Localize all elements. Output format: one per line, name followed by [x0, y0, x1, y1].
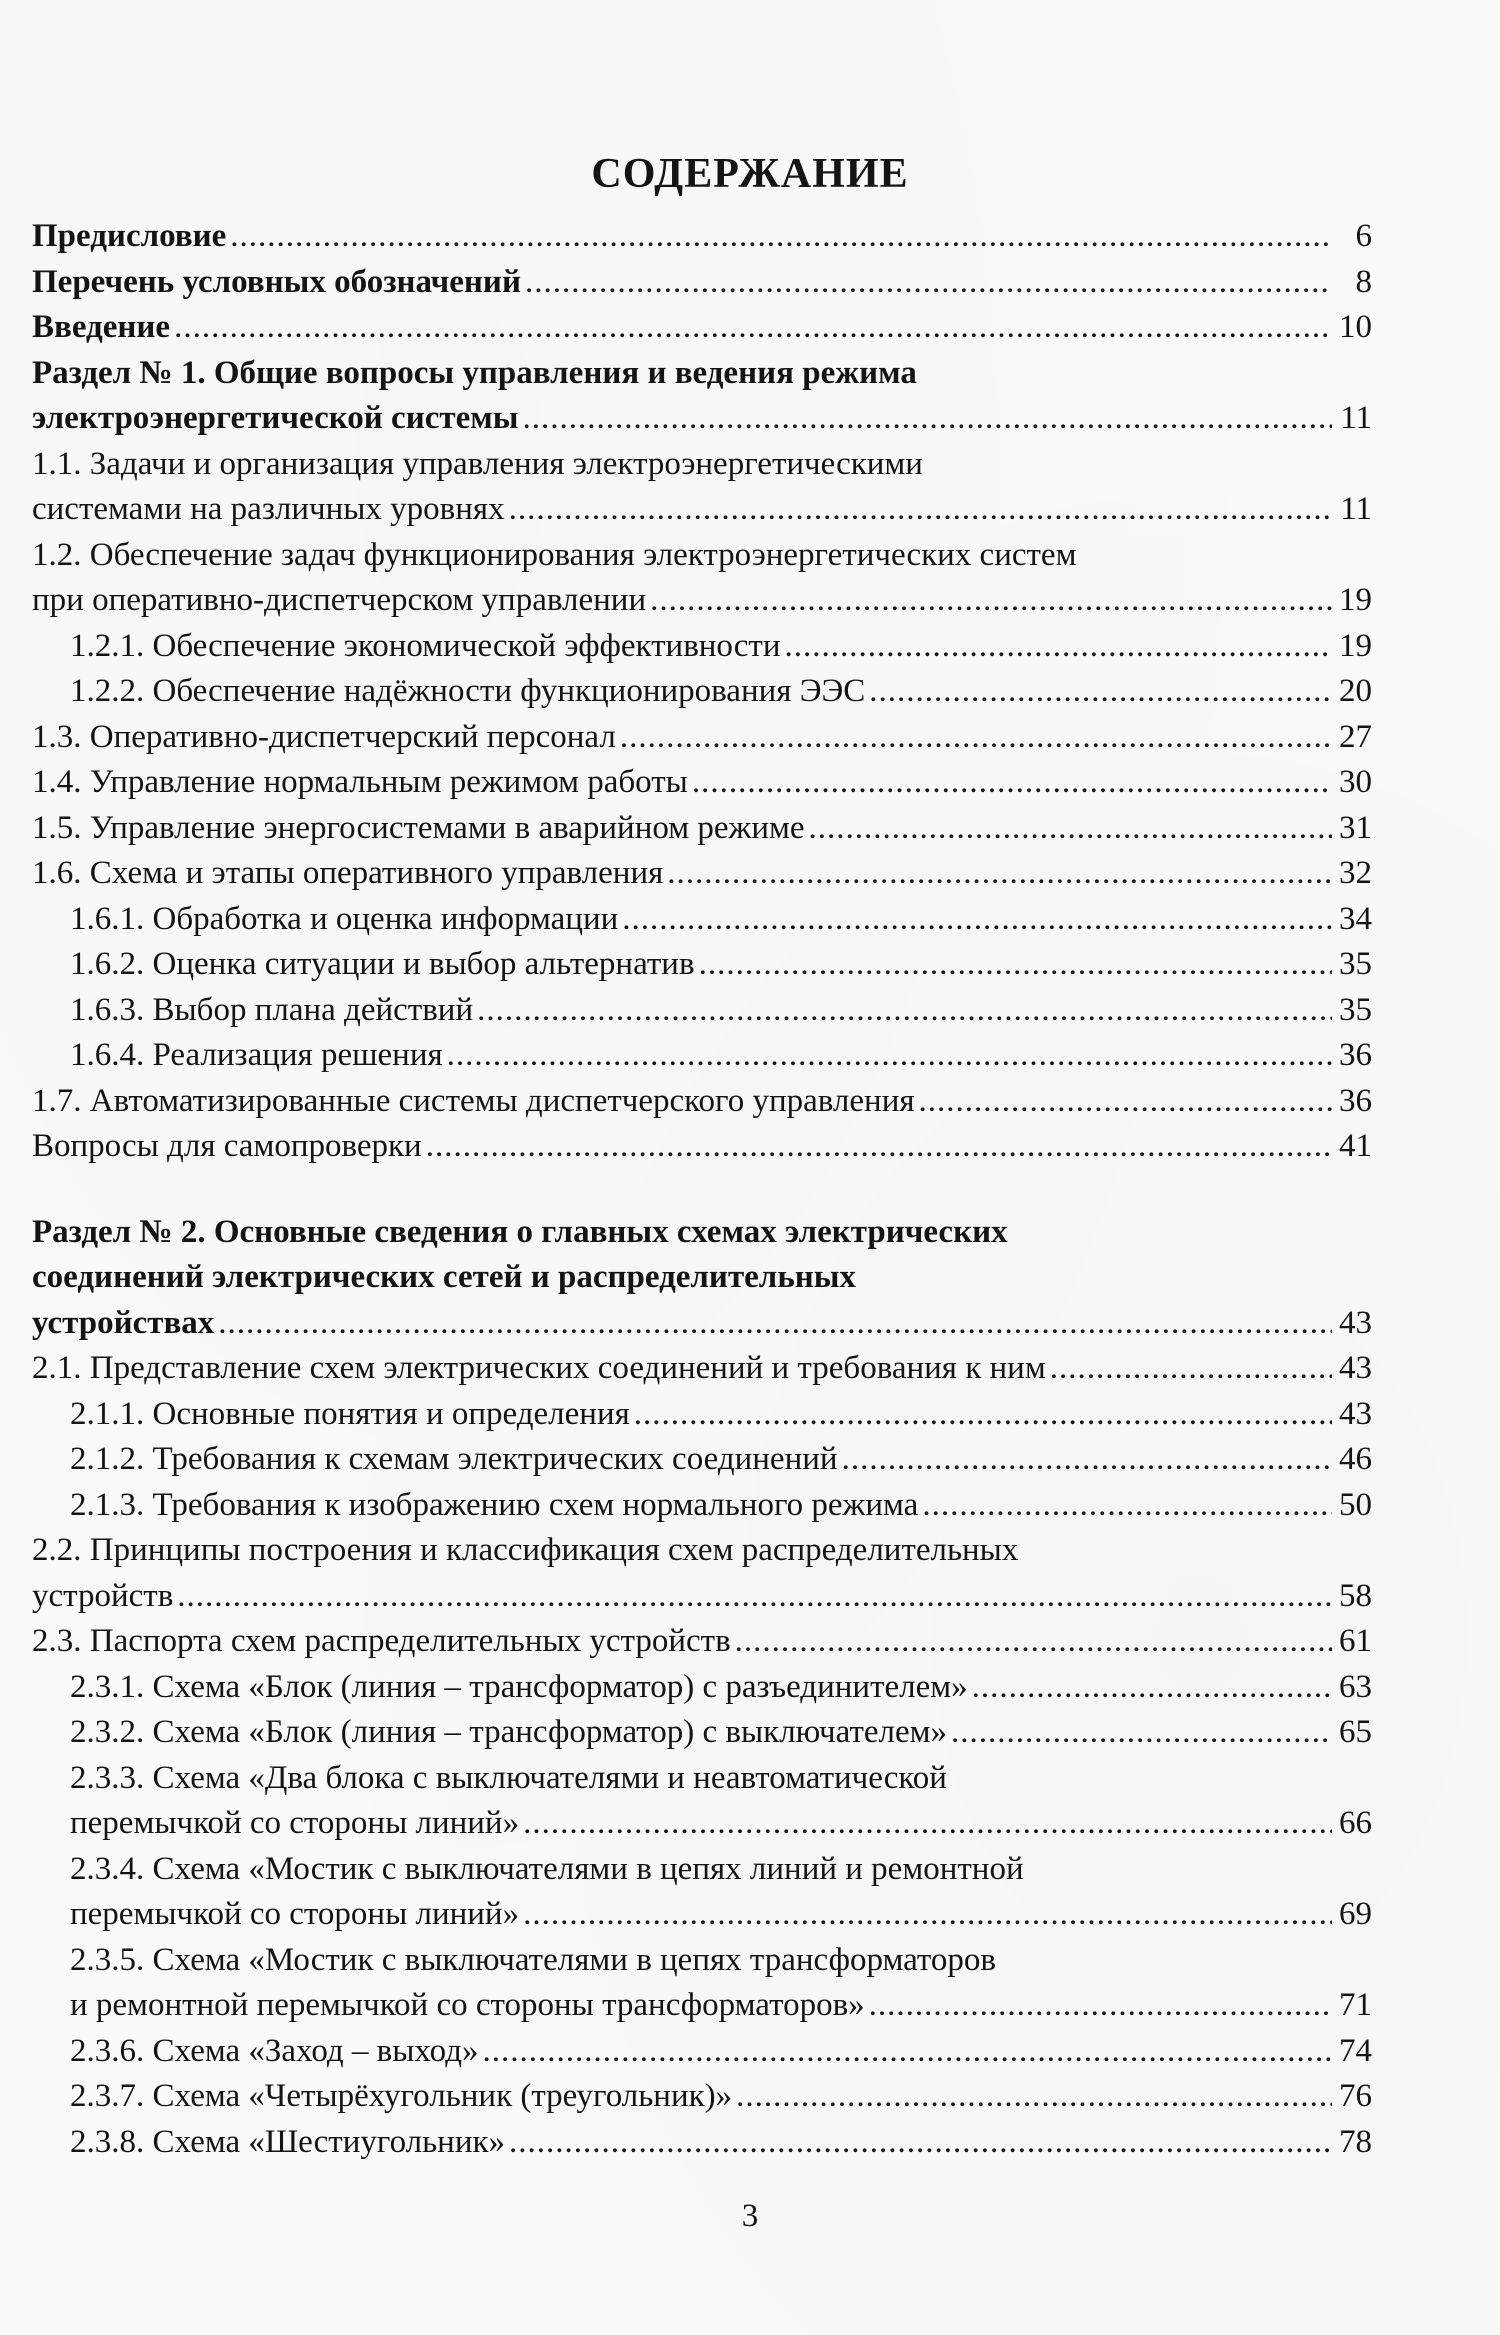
toc-entry	[32, 1079, 1372, 1125]
toc-entry-title-line: 2.3.4. Схема «Мостик с выключателями в цепях линий и ремонтной	[70, 1850, 1024, 1887]
toc-entry-page-number: 34	[1339, 900, 1372, 937]
toc-entry-row	[70, 2029, 1372, 2075]
toc-entry-title-line: 1.6.4. Реализация решения	[70, 1037, 443, 1073]
toc-entry-page-number: 41	[1339, 1128, 1372, 1164]
toc-entry-page-number: 63	[1339, 1668, 1372, 1705]
dot-leader	[483, 2029, 1333, 2075]
toc-entry-title-line: 2.3.8. Схема «Шестиугольник»	[70, 2123, 506, 2160]
dot-leader	[842, 1437, 1332, 1483]
toc-entry	[32, 260, 1372, 306]
toc-entry-page-number: 36	[1339, 1037, 1372, 1073]
toc-entry-row	[32, 487, 1372, 533]
toc-entry-title-line: Раздел № 1. Общие вопросы управления и ведения режима	[32, 354, 917, 391]
toc-entry-row	[70, 1710, 1372, 1756]
toc-entry-row	[70, 942, 1372, 988]
dot-leader	[620, 715, 1332, 761]
toc-entry-title-line: соединений электрических сетей и распределительных	[32, 1259, 857, 1295]
dot-leader	[784, 624, 1332, 670]
toc-entry-title-line: 1.6.2. Оценка ситуации и выбор альтернатив	[70, 946, 695, 982]
dot-leader	[622, 897, 1332, 943]
toc-entry-title-line: 2.1.3. Требования к изображению схем нормального режима	[70, 1486, 919, 1523]
toc-entry-title-line: 1.5. Управление энергосистемами в аварийном режиме	[32, 809, 805, 846]
toc-entry-title-line: 2.3. Паспорта схем распределительных устройств	[32, 1623, 731, 1659]
toc-entry-row	[70, 1983, 1372, 2029]
toc-entry-title-line: 1.6.1. Обработка и оценка информации	[70, 900, 619, 937]
toc-entry-page-number: 6	[1355, 218, 1372, 254]
toc-entry	[32, 1710, 1372, 1756]
toc-entry-page-number: 69	[1339, 1896, 1372, 1932]
dot-leader	[692, 760, 1332, 806]
toc-entry-page-number: 78	[1339, 2123, 1372, 2160]
toc-entry-row	[70, 624, 1372, 670]
toc-entry	[32, 351, 1372, 442]
toc-entry-page-number: 50	[1339, 1486, 1372, 1523]
toc-entry-page-number: 8	[1355, 263, 1372, 300]
toc-entry-title-line: 2.1. Представление схем электрических соединений и требования к ним	[32, 1350, 1046, 1386]
toc-entry-row	[32, 396, 1372, 442]
toc-entry-page-number: 76	[1339, 2078, 1372, 2114]
toc-entry-page-number: 66	[1339, 1805, 1372, 1841]
dot-leader	[922, 1483, 1332, 1529]
toc-entry-page-number: 74	[1339, 2032, 1372, 2069]
toc-entry-title-line: Введение	[32, 309, 171, 345]
toc-entry-page-number: 32	[1339, 855, 1372, 891]
toc-entry	[32, 1619, 1372, 1665]
toc-entry-row	[32, 1346, 1372, 1392]
toc-entry-title-line: при оперативно-диспетчерском управлении	[32, 582, 647, 618]
dot-leader	[809, 806, 1332, 852]
toc-entry-page-number: 65	[1339, 1714, 1372, 1750]
toc-entry	[32, 897, 1372, 943]
toc-entry-row	[70, 988, 1372, 1034]
dot-leader	[426, 1124, 1332, 1170]
page-number: 3	[741, 2198, 759, 2234]
toc-entry	[32, 442, 1372, 533]
toc-entry-title-line: 1.3. Оперативно-диспетчерский персонал	[32, 718, 616, 755]
toc-entry-page-number: 35	[1339, 991, 1372, 1028]
toc-entry-row	[70, 1665, 1372, 1711]
dot-leader	[218, 1301, 1332, 1347]
toc-entry	[32, 942, 1372, 988]
toc-entry-row	[32, 1124, 1372, 1170]
toc-entry-title-line: 2.1.2. Требования к схемам электрических соединений	[70, 1441, 838, 1477]
toc-entry-title-line: 2.3.3. Схема «Два блока с выключателями и неавтоматической	[70, 1759, 947, 1796]
toc-entry-title-line: 2.1.1. Основные понятия и определения	[70, 1395, 630, 1432]
toc-entry-row	[32, 1079, 1372, 1125]
toc-entry-row	[70, 2120, 1372, 2166]
toc-entry-title-line: Вопросы для самопроверки	[32, 1128, 422, 1164]
toc-entry-title-line: электроэнергетической системы	[32, 400, 519, 436]
toc-entry-title-line: устройствах	[32, 1304, 215, 1341]
toc-entry	[32, 669, 1372, 715]
toc-entry	[32, 1847, 1372, 1938]
dot-leader	[509, 487, 1332, 533]
toc-entry-page-number: 20	[1339, 673, 1372, 709]
dot-leader	[523, 1801, 1332, 1847]
dot-leader	[522, 396, 1332, 442]
toc-entry-row	[32, 1619, 1372, 1665]
table-of-contents	[32, 214, 1372, 2165]
toc-entry-title-line: 1.2.2. Обеспечение надёжности функционирования ЭЭС	[70, 673, 866, 709]
dot-leader	[869, 669, 1332, 715]
toc-entry	[32, 806, 1372, 852]
toc-entry-row	[70, 1033, 1372, 1079]
toc-entry	[32, 1665, 1372, 1711]
toc-entry-row	[32, 760, 1372, 806]
toc-entry	[32, 1938, 1372, 2029]
toc-entry-title-line: 2.3.1. Схема «Блок (линия – трансформатор) с разъединителем»	[70, 1668, 968, 1705]
dot-leader	[1050, 1346, 1332, 1392]
dot-leader	[634, 1392, 1332, 1438]
dot-leader	[736, 2074, 1332, 2120]
toc-entry-row	[70, 1437, 1372, 1483]
toc-entry-page-number: 43	[1339, 1304, 1372, 1341]
toc-entry-row	[32, 806, 1372, 852]
toc-entry-page-number: 27	[1339, 718, 1372, 755]
toc-entry	[32, 760, 1372, 806]
toc-entry-row	[70, 1801, 1372, 1847]
toc-entry-page-number: 43	[1339, 1395, 1372, 1432]
toc-entry	[32, 1756, 1372, 1847]
dot-leader	[177, 1574, 1332, 1620]
toc-entry-title-line: Перечень условных обозначений	[32, 263, 521, 300]
toc-entry	[32, 1392, 1372, 1438]
toc-entry	[32, 1437, 1372, 1483]
toc-entry-row	[32, 851, 1372, 897]
toc-entry	[32, 214, 1372, 260]
toc-entry-page-number: 43	[1339, 1350, 1372, 1386]
page-title: СОДЕРЖАНИЕ	[591, 151, 909, 198]
toc-entry-row	[70, 669, 1372, 715]
toc-entry-row	[32, 715, 1372, 761]
dot-leader	[477, 988, 1332, 1034]
toc-entry-page-number: 35	[1339, 946, 1372, 982]
toc-entry-page-number: 30	[1339, 764, 1372, 800]
toc-entry-page-number: 19	[1339, 582, 1372, 618]
toc-entry	[32, 624, 1372, 670]
toc-entry-row	[70, 1483, 1372, 1529]
toc-entry-title-line: 2.2. Принципы построения и классификация схем распределительных	[32, 1532, 1019, 1568]
toc-entry-page-number: 61	[1339, 1623, 1372, 1659]
toc-entry-title-line: перемычкой со стороны линий»	[70, 1805, 520, 1841]
dot-leader	[230, 214, 1332, 260]
toc-entry-page-number: 46	[1339, 1441, 1372, 1477]
toc-entry-title-line: системами на различных уровнях	[32, 491, 505, 527]
dot-leader	[525, 260, 1332, 306]
dot-leader	[523, 1892, 1332, 1938]
toc-entry-row	[32, 1301, 1372, 1347]
toc-entry	[32, 988, 1372, 1034]
dot-leader	[972, 1665, 1332, 1711]
dot-leader	[699, 942, 1332, 988]
toc-entry	[32, 2029, 1372, 2075]
toc-entry-page-number: 71	[1339, 1987, 1372, 2023]
toc-entry-row	[70, 1392, 1372, 1438]
toc-entry-page-number: 31	[1339, 809, 1372, 846]
dot-leader	[509, 2120, 1332, 2166]
dot-leader	[174, 305, 1332, 351]
toc-entry-title-line: 1.4. Управление нормальным режимом работы	[32, 764, 688, 800]
dot-leader	[919, 1079, 1332, 1125]
toc-entry-page-number: 36	[1339, 1082, 1372, 1119]
toc-entry-row	[70, 1892, 1372, 1938]
toc-entry-title-line: 2.3.6. Схема «Заход – выход»	[70, 2032, 479, 2069]
dot-leader	[447, 1033, 1332, 1079]
toc-entry	[32, 305, 1372, 351]
toc-entry-row	[32, 214, 1372, 260]
toc-entry-title-line: перемычкой со стороны линий»	[70, 1896, 520, 1932]
toc-entry	[32, 1346, 1372, 1392]
dot-leader	[667, 851, 1332, 897]
dot-leader	[735, 1619, 1332, 1665]
toc-entry-title-line: 1.7. Автоматизированные системы диспетчерского управления	[32, 1082, 915, 1119]
toc-entry-title-line: и ремонтной перемычкой со стороны трансформаторов»	[70, 1987, 865, 2023]
toc-entry-row	[32, 578, 1372, 624]
toc-entry-title-line: 1.6.3. Выбор плана действий	[70, 991, 474, 1028]
dot-leader	[869, 1983, 1332, 2029]
toc-entry	[32, 1124, 1372, 1170]
toc-entry-page-number: 19	[1339, 627, 1372, 664]
toc-entry-title-line: 1.2.1. Обеспечение экономической эффективности	[70, 627, 781, 664]
toc-entry	[32, 1210, 1372, 1347]
toc-entry-page-number: 10	[1339, 309, 1372, 345]
toc-entry-title-line: 1.6. Схема и этапы оперативного управления	[32, 855, 664, 891]
toc-entry-row	[32, 260, 1372, 306]
toc-entry-title-line: 2.3.2. Схема «Блок (линия – трансформатор) с выключателем»	[70, 1714, 948, 1750]
toc-entry	[32, 1033, 1372, 1079]
toc-entry-title-line: устройств	[32, 1577, 174, 1614]
toc-entry-title-line: 1.1. Задачи и организация управления электроэнергетическими	[32, 445, 923, 482]
toc-entry-page-number: 11	[1340, 491, 1372, 527]
toc-entry-row	[32, 305, 1372, 351]
toc-entry-page-number: 58	[1339, 1577, 1372, 1614]
dot-leader	[650, 578, 1332, 624]
toc-entry-title-line: 1.2. Обеспечение задач функционирования электроэнергетических систем	[32, 536, 1077, 573]
toc-entry-title-line: Раздел № 2. Основные сведения о главных схемах электрических	[32, 1213, 1008, 1250]
toc-entry-row	[32, 1574, 1372, 1620]
toc-entry	[32, 1528, 1372, 1619]
toc-entry	[32, 715, 1372, 761]
toc-entry	[32, 2120, 1372, 2166]
toc-entry	[32, 851, 1372, 897]
toc-entry-page-number: 11	[1340, 400, 1372, 436]
dot-leader	[951, 1710, 1332, 1756]
toc-entry-title-line: 2.3.5. Схема «Мостик с выключателями в цепях трансформаторов	[70, 1941, 996, 1978]
toc-entry	[32, 1483, 1372, 1529]
toc-entry	[32, 533, 1372, 624]
toc-entry-title-line: Предисловие	[32, 218, 227, 254]
toc-entry	[32, 2074, 1372, 2120]
toc-entry-row	[70, 2074, 1372, 2120]
toc-entry-row	[70, 897, 1372, 943]
toc-entry-title-line: 2.3.7. Схема «Четырёхугольник (треугольник)»	[70, 2078, 733, 2114]
